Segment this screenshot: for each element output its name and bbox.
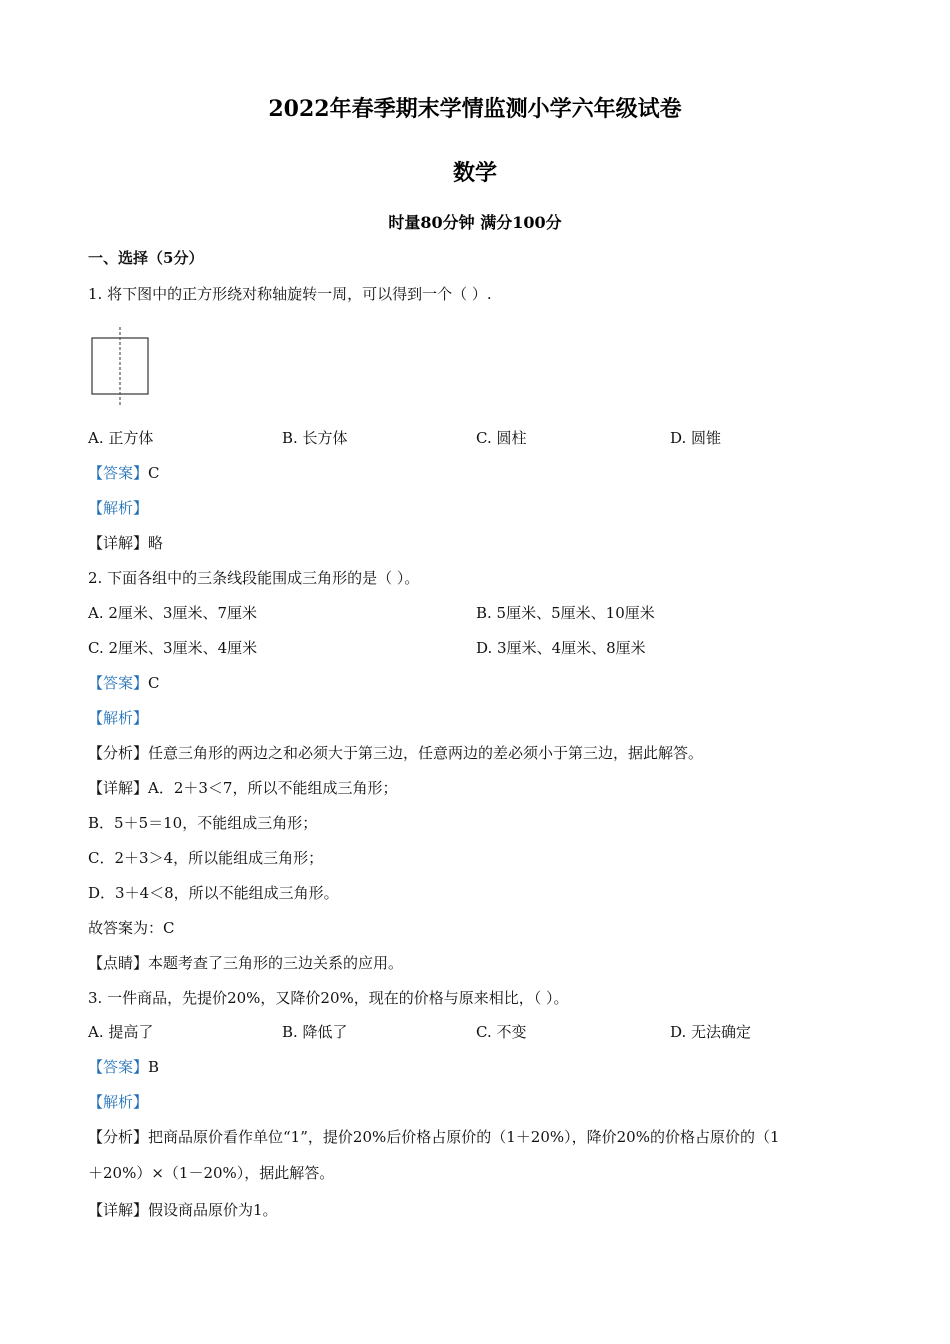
q3-detail — [88, 1200, 278, 1220]
exam-meta: 时量80分钟 满分100分 — [388, 213, 562, 232]
q1-analysis-tag: 【解析】 — [88, 499, 149, 517]
q2-option-c: C. 2厘米、3厘米、4厘米 — [88, 639, 258, 657]
q2-option-d: D. 3厘米、4厘米、8厘米 — [476, 639, 646, 657]
q1-option-b: B. 长方体 — [282, 429, 348, 447]
detail-text: 略 — [148, 534, 164, 552]
fenxi-tag: 【分析】 — [88, 1128, 149, 1146]
q2-option-b: B. 5厘米、5厘米、10厘米 — [476, 604, 655, 622]
q3-fenxi — [88, 1127, 780, 1147]
detail-text: 假设商品原价为1。 — [148, 1201, 278, 1219]
q1-stem: 1. 将下图中的正方形绕对称轴旋转一周，可以得到一个（ ）. — [88, 285, 492, 303]
q3-option-d: D. 无法确定 — [670, 1023, 752, 1041]
square-shape — [92, 338, 148, 394]
q2-detail — [88, 778, 397, 798]
detail-tag: 【详解】 — [88, 1201, 149, 1219]
detail-tag: 【详解】 — [88, 534, 149, 552]
q2-fenxi — [88, 743, 703, 763]
detail-tag: 【详解】 — [88, 779, 149, 797]
q3-option-a: A. 提高了 — [88, 1023, 154, 1041]
q2-dianjing — [88, 953, 403, 973]
q2-option-a: A. 2厘米、3厘米、7厘米 — [88, 604, 257, 622]
q3-option-b: B. 降低了 — [282, 1023, 348, 1041]
answer-tag: 【答案】 — [88, 464, 149, 482]
q2-stem: 2. 下面各组中的三条线段能围成三角形的是（ ）。 — [88, 569, 420, 587]
q3-option-c: C. 不变 — [476, 1023, 527, 1041]
detail-text: A．2＋3＜7，所以不能组成三角形； — [148, 779, 398, 797]
q1-answer — [88, 463, 160, 483]
q3-fenxi-continued: ＋20%）×（1－20%），据此解答。 — [88, 1164, 335, 1182]
q1-option-c: C. 圆柱 — [476, 429, 527, 447]
dianjing-tag: 【点睛】 — [88, 954, 149, 972]
q2-conclusion: 故答案为：C — [88, 919, 175, 937]
fenxi-text: 任意三角形的两边之和必须大于第三边，任意两边的差必须小于第三边，据此解答。 — [148, 744, 704, 762]
answer-value: B — [148, 1058, 160, 1076]
q1-option-a: A. 正方体 — [88, 429, 154, 447]
fenxi-tag: 【分析】 — [88, 744, 149, 762]
q2-detail-line-b: B．5＋5＝10，不能组成三角形； — [88, 814, 318, 832]
subject-title: 数学 — [452, 160, 497, 186]
section-heading: 一、选择（5分） — [88, 249, 204, 267]
q2-detail-line-c: C．2＋3＞4，所以能组成三角形； — [88, 849, 324, 867]
q3-stem: 3. 一件商品，先提价20%，又降价20%，现在的价格与原来相比，（ ）。 — [88, 989, 569, 1007]
q1-option-d: D. 圆锥 — [670, 429, 722, 447]
answer-tag: 【答案】 — [88, 674, 149, 692]
dianjing-text: 本题考查了三角形的三边关系的应用。 — [148, 954, 404, 972]
q2-answer — [88, 673, 160, 693]
q3-answer — [88, 1057, 159, 1077]
answer-tag: 【答案】 — [88, 1058, 149, 1076]
fenxi-text: 把商品原价看作单位“1”，提价20%后价格占原价的（1＋20%），降价20%的价格占原价的（1 — [148, 1128, 780, 1146]
q3-analysis-tag: 【解析】 — [88, 1093, 149, 1111]
answer-value: C — [148, 674, 160, 692]
q2-analysis-tag: 【解析】 — [88, 709, 149, 727]
q1-detail — [88, 533, 163, 553]
exam-title: 2022年春季期末学情监测小学六年级试卷 — [268, 96, 682, 122]
answer-value: C — [148, 464, 160, 482]
square-axis-figure — [88, 325, 158, 407]
q2-detail-line-d: D．3＋4＜8，所以不能组成三角形。 — [88, 884, 339, 902]
